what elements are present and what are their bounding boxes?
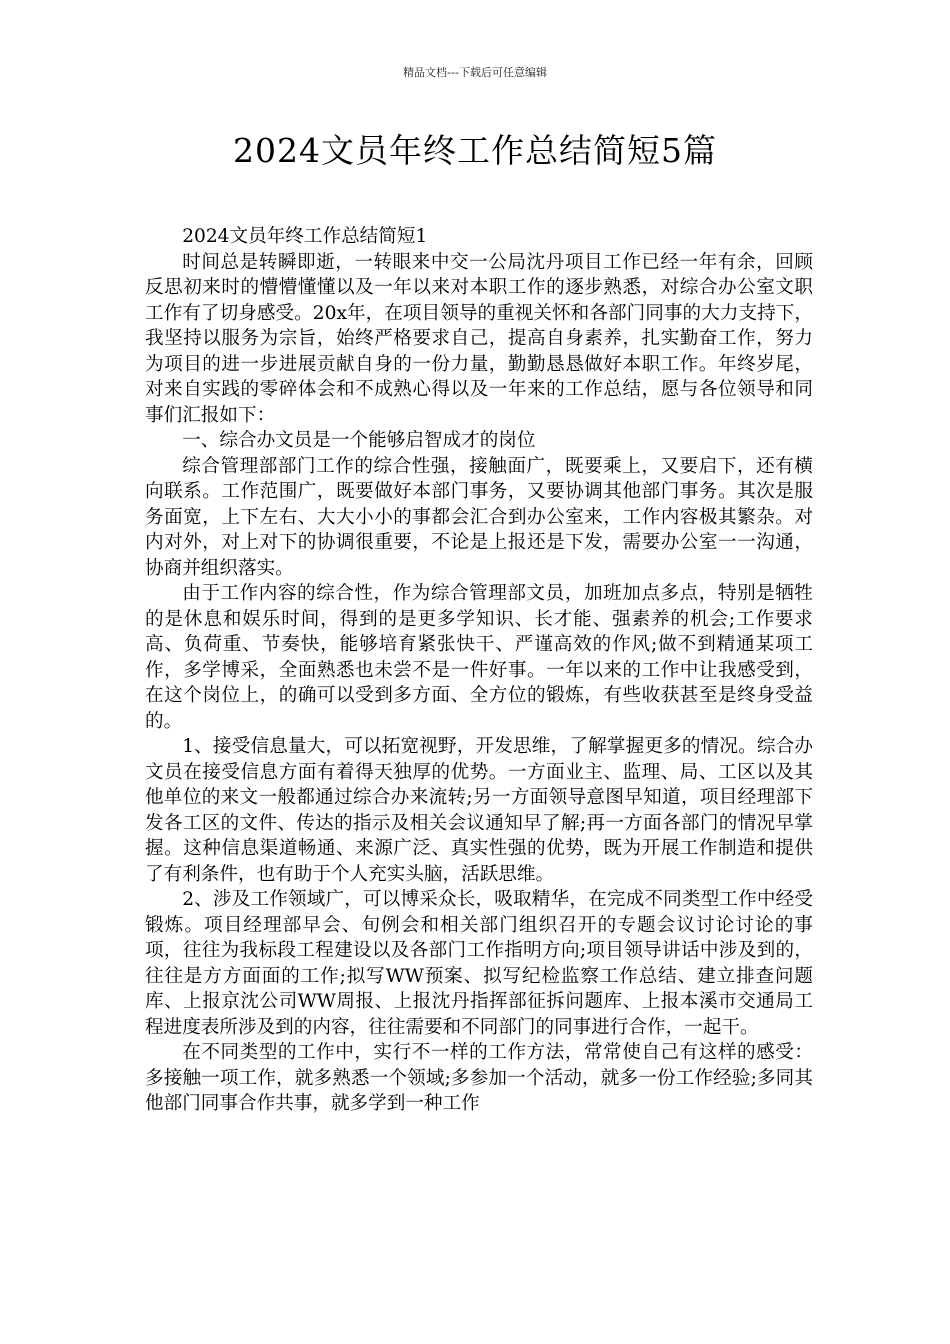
- paragraph: 综合管理部部门工作的综合性强，接触面广，既要乘上，又要启下，还有横向联系。工作范围广，既要做好本部门事务，又要协调其他部门事务。其次是服务面宽，上下左右、大大小小的事都会汇合到办公室来，工作内容极其繁杂。对内对外，对上对下的协调很重要，不论是上报还是下发，需要办公室一一沟通，协商并组织落实。: [145, 455, 813, 579]
- paragraph: 由于工作内容的综合性，作为综合管理部文员，加班加点多点，特别是牺牲的是休息和娱乐时间，得到的是更多学知识、长才能、强素养的机会;工作要求高、负荷重、节奏快，能够培育紧张快干、严谨高效的作风;做不到精通某项工作，多学博采，全面熟悉也未尝不是一件好事。一年以来的工作中让我感受到，在这个岗位上，的确可以受到多方面、全方位的锻炼，有些收获甚至是终身受益的。: [145, 583, 813, 732]
- paragraph: 时间总是转瞬即逝，一转眼来中交一公局沈丹项目工作已经一年有余，回顾反思初来时的懵懵懂懂以及一年以来对本职工作的逐步熟悉，对综合办公室文职工作有了切身感受。20x年，在项目领导的重视关怀和各部门同事的大力支持下，我坚持以服务为宗旨，始终严格要求自己，提高自身素养，扎实勤奋工作，努力为项目的进一步进展贡献自身的一份力量，勤勤恳恳做好本职工作。年终岁尾，对来自实践的零碎体会和不成熟心得以及一年来的工作总结，愿与各位领导和同事们汇报如下：: [145, 251, 813, 426]
- subsection-heading: 一、综合办文员是一个能够启智成才的岗位: [182, 430, 536, 451]
- page-header: 精品文档---下载后可任意编辑: [403, 66, 547, 79]
- document-title: 2024文员年终工作总结简短5篇: [233, 131, 717, 170]
- document-body: [145, 224, 813, 1117]
- paragraph: 在不同类型的工作中，实行不一样的工作方法，常常使自己有这样的感受：多接触一项工作，就多熟悉一个领域;多参加一个活动，就多一份工作经验;多同其他部门同事合作共事，就多学到一种工作: [145, 1042, 813, 1114]
- section-heading: 2024文员年终工作总结简短1: [182, 226, 428, 247]
- paragraph: 1、接受信息量大，可以拓宽视野，开发思维，了解掌握更多的情况。综合办文员在接受信息方面有着得天独厚的优势。一方面业主、监理、局、工区以及其他单位的来文一般都通过综合办来流转;另一方面领导意图早知道，项目经理部下发各工区的文件、传达的指示及相关会议通知早了解;再一方面各部门的情况早掌握。这种信息渠道畅通、来源广泛、真实性强的优势，既为开展工作制造和提供了有利条件，也有助于个人充实头脑，活跃思维。: [145, 736, 813, 885]
- paragraph: 2、涉及工作领域广，可以博采众长，吸取精华，在完成不同类型工作中经受锻炼。项目经理部早会、旬例会和相关部门组织召开的专题会议讨论讨论的事项，往往为我标段工程建设以及各部门工作指明方向;项目领导讲话中涉及到的，往往是方方面面的工作;拟写WW预案、拟写纪检监察工作总结、建立排查问题库、上报京沈公司WW周报、上报沈丹指挥部征拆问题库、上报本溪市交通局工程进度表所涉及到的内容，往往需要和不同部门的同事进行合作，一起干。: [145, 889, 813, 1038]
